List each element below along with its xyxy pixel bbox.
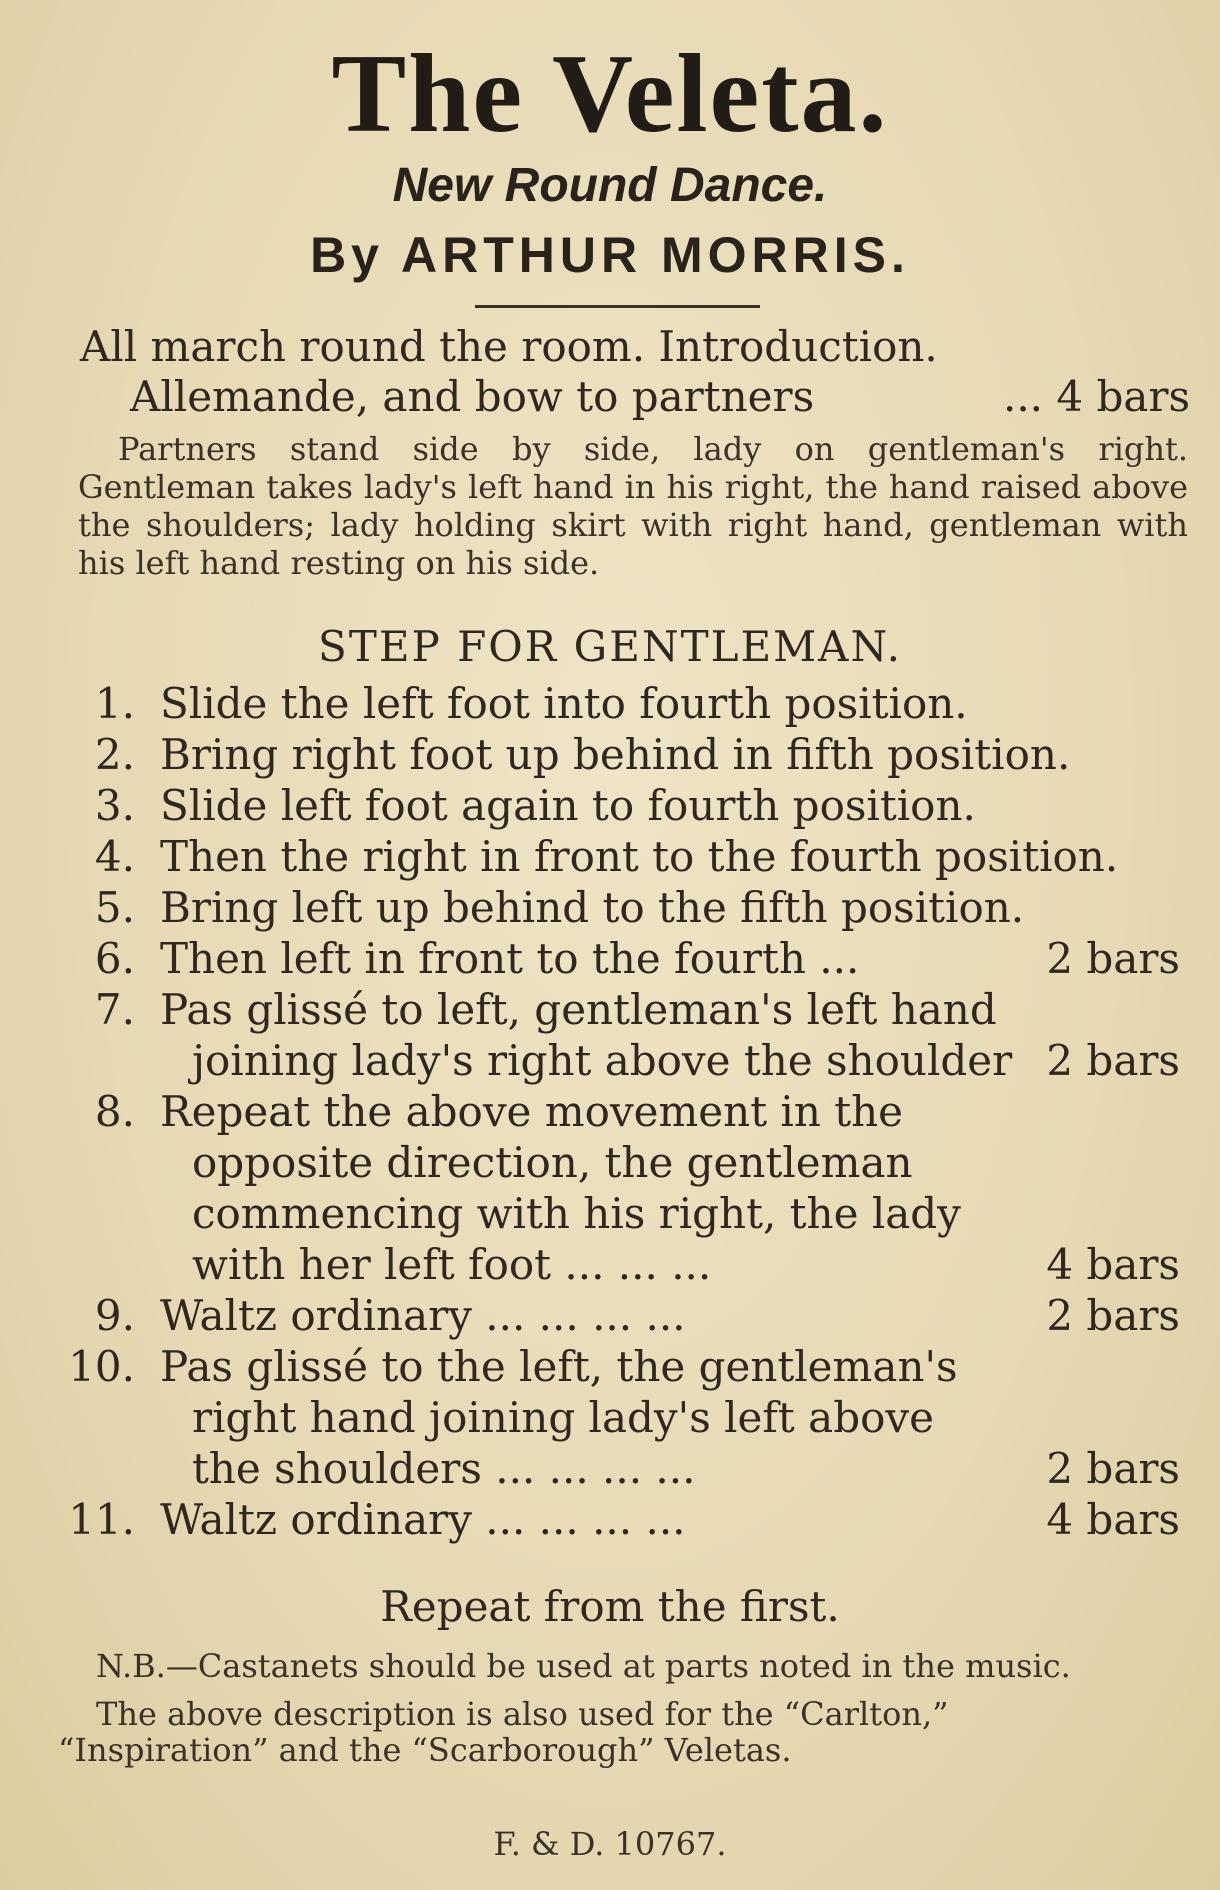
notes — [58, 1648, 1168, 1780]
step-text: Waltz ordinary ... ... ... ... — [160, 1495, 686, 1544]
note-castanets: N.B.—Castanets should be used at parts noted in the music. — [96, 1647, 1071, 1685]
step-bars: 2 bars — [1046, 1291, 1180, 1340]
steps-list — [50, 678, 1180, 1545]
step-number: 11. — [68, 1495, 135, 1544]
step-number: 2. — [94, 730, 135, 779]
step-bars: 2 bars — [1046, 1036, 1180, 1085]
step-number: 8. — [94, 1087, 135, 1136]
step-text: Then the right in front to the fourth position. — [160, 832, 1119, 881]
step-line — [160, 984, 1180, 1035]
step-item — [50, 780, 1180, 831]
step-line — [160, 831, 1180, 882]
step-text: Repeat the above movement in the — [160, 1087, 904, 1136]
intro-description-text: Partners stand side by side, lady on gentleman's right. Gentleman takes lady's left hand in his right, the hand raised above the shoulders; lady holding skirt with right hand, gentleman with his left hand resting on his side. — [78, 430, 1188, 582]
byline: By ARTHUR MORRIS. — [310, 227, 910, 283]
step-text: Then left in front to the fourth ... — [160, 934, 860, 983]
step-number: 3. — [94, 781, 135, 830]
step-line — [160, 1290, 1180, 1341]
step-text: Waltz ordinary ... ... ... ... — [160, 1291, 686, 1340]
step-line — [160, 882, 1180, 933]
step-text: right hand joining lady's left above — [192, 1393, 934, 1442]
step-line — [160, 1086, 1180, 1137]
note-other-veletas: The above description is also used for the “Carlton,” “Inspiration” and the “Scarborough” Veletas. — [58, 1695, 949, 1769]
step-text: commencing with his right, the lady — [192, 1189, 961, 1238]
intro-line-2-text: Allemande, and bow to partners — [130, 372, 815, 421]
step-line — [192, 1443, 1180, 1494]
step-number: 4. — [94, 832, 135, 881]
step-text: Bring left up behind to the fifth position. — [160, 883, 1025, 932]
intro-description — [78, 430, 1188, 582]
step-line — [160, 729, 1180, 780]
step-line — [160, 1494, 1180, 1545]
intro-line-2 — [130, 372, 1190, 421]
step-bars: 4 bars — [1046, 1240, 1180, 1289]
subtitle: New Round Dance. — [392, 159, 828, 212]
step-text: Bring right foot up behind in fifth position. — [160, 730, 1071, 779]
title-divider — [475, 305, 760, 308]
step-line — [160, 1341, 1180, 1392]
step-line — [192, 1239, 1180, 1290]
step-line — [160, 780, 1180, 831]
step-text: Pas glissé to left, gentleman's left hand — [160, 985, 997, 1034]
step-item — [50, 1086, 1180, 1290]
step-line — [160, 933, 1180, 984]
step-text: with her left foot ... ... ... — [192, 1240, 712, 1289]
step-text: joining lady's right above the shoulder — [192, 1036, 1013, 1085]
step-number: 9. — [94, 1291, 135, 1340]
step-item — [50, 678, 1180, 729]
step-item — [50, 882, 1180, 933]
step-line — [192, 1188, 1180, 1239]
step-text: Slide the left foot into fourth position. — [160, 679, 968, 728]
step-text: Pas glissé to the left, the gentleman's — [160, 1342, 958, 1391]
step-line — [192, 1035, 1180, 1086]
step-item — [50, 831, 1180, 882]
step-text: the shoulders ... ... ... ... — [192, 1444, 696, 1493]
step-line — [192, 1137, 1180, 1188]
step-item — [50, 933, 1180, 984]
intro-line-2-bars: ... 4 bars — [1002, 372, 1190, 421]
repeat-instruction: Repeat from the first. — [380, 1582, 840, 1631]
page-title: The Veleta. — [331, 32, 889, 156]
step-item — [50, 1341, 1180, 1494]
step-line — [160, 678, 1180, 729]
step-number: 5. — [94, 883, 135, 932]
section-heading: STEP FOR GENTLEMAN. — [318, 622, 902, 671]
step-bars: 2 bars — [1046, 1444, 1180, 1493]
step-bars: 4 bars — [1046, 1495, 1180, 1544]
step-text: Slide left foot again to fourth position. — [160, 781, 976, 830]
step-item — [50, 984, 1180, 1086]
step-text: opposite direction, the gentleman — [192, 1138, 913, 1187]
step-number: 1. — [94, 679, 135, 728]
intro-line-1: All march round the room. Introduction. — [80, 322, 938, 371]
step-bars: 2 bars — [1046, 934, 1180, 983]
step-line — [192, 1392, 1180, 1443]
step-number: 7. — [94, 985, 135, 1034]
step-number: 6. — [94, 934, 135, 983]
catalog-number: F. & D. 10767. — [493, 1825, 727, 1863]
step-item — [50, 729, 1180, 780]
step-item — [50, 1290, 1180, 1341]
step-number: 10. — [68, 1342, 135, 1391]
step-item — [50, 1494, 1180, 1545]
